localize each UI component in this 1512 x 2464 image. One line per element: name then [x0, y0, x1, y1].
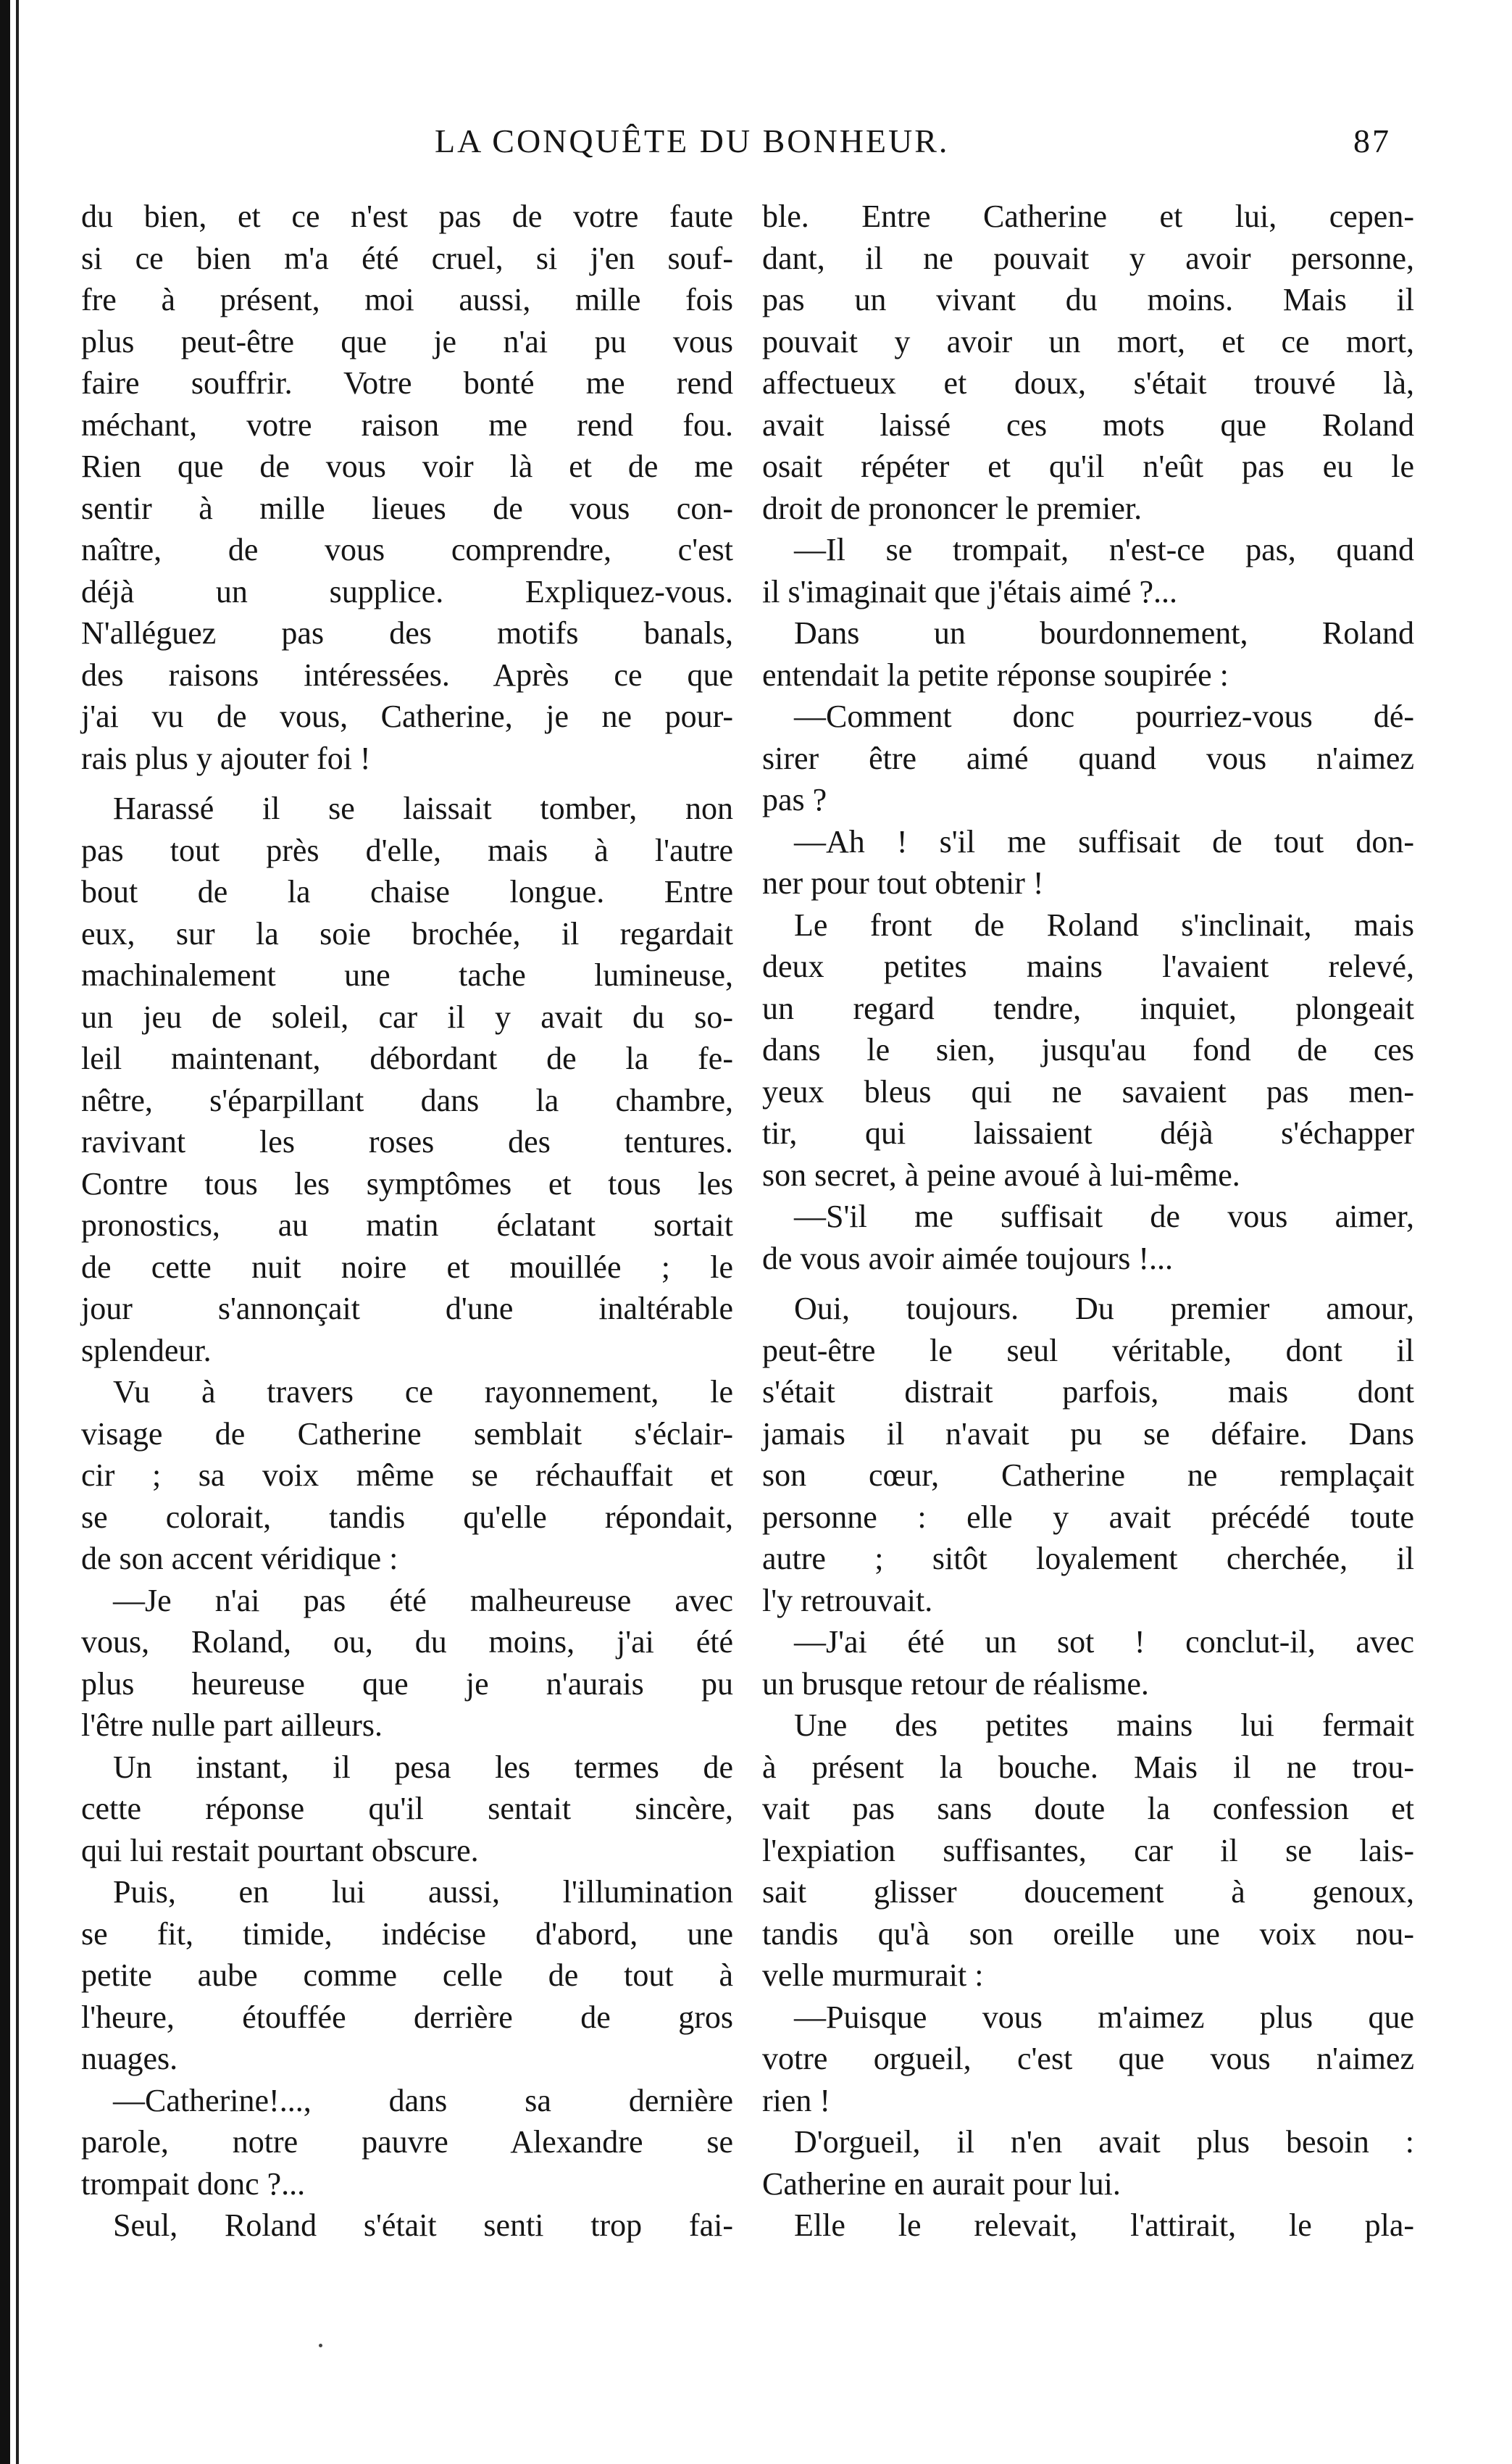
text-line: ravivant les roses des tentures. [81, 1124, 733, 1160]
text-line: faire souffrir. Votre bonté me rend [81, 365, 733, 401]
text-line: parole, notre pauvre Alexandre se [81, 2124, 733, 2160]
text-line: l'y retrouvait. [762, 1582, 933, 1618]
page-number: 87 [1353, 122, 1391, 159]
text-line: s'était distrait parfois, mais dont [762, 1374, 1414, 1410]
text-line: un regard tendre, inquiet, plongeait [762, 990, 1414, 1026]
text-line: sait glisser doucement à genoux, [762, 1874, 1414, 1910]
left-column [81, 196, 733, 2247]
right-column [762, 196, 1414, 2247]
text-line: Elle le relevait, l'attirait, le pla- [794, 2207, 1414, 2243]
text-line: machinalement une tache lumineuse, [81, 957, 733, 993]
text-line: —S'il me suffisait de vous aimer, [794, 1199, 1414, 1234]
text-line: vous, Roland, ou, du moins, j'ai été [81, 1624, 733, 1660]
text-line: un jeu de soleil, car il y avait du so- [81, 999, 733, 1035]
text-line: cette réponse qu'il sentait sincère, [81, 1791, 733, 1826]
text-line: naître, de vous comprendre, c'est [81, 532, 733, 567]
text-line: tir, qui laissaient déjà s'échapper [762, 1115, 1414, 1151]
text-line: personne : elle y avait précédé toute [762, 1499, 1414, 1535]
text-line: droit de prononcer le premier. [762, 490, 1143, 526]
text-line: nêtre, s'éparpillant dans la chambre, [81, 1082, 733, 1118]
text-line: vait pas sans doute la confession et [762, 1791, 1414, 1826]
page-edge-line [16, 0, 19, 2464]
text-line: l'être nulle part ailleurs. [81, 1707, 383, 1743]
text-line: Harassé il se laissait tomber, non [113, 791, 733, 826]
text-line: plus heureuse que je n'aurais pu [81, 1665, 733, 1702]
text-line: dant, il ne pouvait y avoir personne, [762, 240, 1414, 276]
text-line: jamais il n'avait pu se défaire. Dans [762, 1415, 1414, 1452]
text-line: ble. Entre Catherine et lui, cepen- [762, 199, 1414, 234]
text-line: pouvait y avoir un mort, et ce mort, [762, 323, 1414, 359]
text-line: affectueux et doux, s'était trouvé là, [762, 365, 1414, 401]
text-line: sentir à mille lieues de vous con- [81, 490, 733, 526]
text-line: se colorait, tandis qu'elle répondait, [81, 1499, 733, 1535]
text-line: Vu à travers ce rayonnement, le [113, 1374, 733, 1410]
text-line: son secret, à peine avoué à lui-même. [762, 1157, 1240, 1193]
text-line: Le front de Roland s'inclinait, mais [794, 907, 1414, 943]
text-line: nuages. [81, 2041, 178, 2076]
text-line: votre orgueil, c'est que vous n'aimez [762, 2041, 1414, 2076]
text-line: déjà un supplice. Expliquez-vous. [81, 573, 733, 609]
text-line: Contre tous les symptômes et tous les [81, 1165, 733, 1202]
text-line: —J'ai été un sot ! conclut-il, avec [794, 1624, 1414, 1660]
text-line: Puis, en lui aussi, l'illumination [113, 1874, 733, 1910]
text-line: de cette nuit noire et mouillée ; le [81, 1249, 733, 1285]
text-line: plus peut-être que je n'ai pu vous [81, 323, 733, 359]
text-line: Une des petites mains lui fermait [794, 1707, 1414, 1743]
text-line: yeux bleus qui ne savaient pas men- [762, 1073, 1414, 1110]
text-line: entendait la petite réponse soupirée : [762, 657, 1229, 693]
text-line: cir ; sa voix même se réchauffait et [81, 1457, 733, 1493]
text-line: qui lui restait pourtant obscure. [81, 1832, 479, 1868]
ink-speck [319, 2344, 322, 2347]
text-line: si ce bien m'a été cruel, si j'en souf- [81, 240, 733, 276]
text-line: de vous avoir aimée toujours !... [762, 1240, 1173, 1276]
text-line: avait laissé ces mots que Roland [762, 407, 1414, 443]
text-line: l'expiation suffisantes, car il se lais- [762, 1832, 1414, 1868]
text-line: —Comment donc pourriez-vous dé- [794, 699, 1414, 734]
text-line: velle murmurait : [762, 1957, 984, 1993]
text-line: des raisons intéressées. Après ce que [81, 657, 733, 693]
text-line: il s'imaginait que j'étais aimé ?... [762, 573, 1178, 609]
page-edge-shadow [0, 0, 10, 2464]
text-line: pas un vivant du moins. Mais il [762, 282, 1414, 317]
text-line: —Puisque vous m'aimez plus que [794, 1999, 1414, 2035]
text-line: se fit, timide, indécise d'abord, une [81, 1915, 733, 1952]
text-line: eux, sur la soie brochée, il regardait [81, 915, 733, 952]
text-line: —Il se trompait, n'est-ce pas, quand [794, 532, 1414, 567]
text-line: dans le sien, jusqu'au fond de ces [762, 1032, 1414, 1067]
text-line: de son accent véridique : [81, 1541, 398, 1576]
text-line: rais plus y ajouter foi ! [81, 740, 371, 776]
text-line: Rien que de vous voir là et de me [81, 449, 733, 484]
text-line: fre à présent, moi aussi, mille fois [81, 282, 733, 317]
text-line: trompait donc ?... [81, 2165, 306, 2202]
text-line: deux petites mains l'avaient relevé, [762, 949, 1414, 984]
text-line: jour s'annonçait d'une inaltérable [81, 1291, 733, 1326]
text-line: du bien, et ce n'est pas de votre faute [81, 199, 733, 234]
text-line: Catherine en aurait pour lui. [762, 2165, 1121, 2202]
text-line: un brusque retour de réalisme. [762, 1665, 1149, 1702]
text-line: ner pour tout obtenir ! [762, 865, 1044, 901]
text-line: N'alléguez pas des motifs banals, [81, 615, 733, 651]
text-line: Dans un bourdonnement, Roland [794, 615, 1414, 651]
text-line: pas ? [762, 782, 827, 817]
text-line: pas tout près d'elle, mais à l'autre [81, 832, 733, 868]
text-line: pronostics, au matin éclatant sortait [81, 1207, 733, 1243]
text-line: bout de la chaise longue. Entre [81, 874, 733, 910]
text-line: l'heure, étouffée derrière de gros [81, 1999, 733, 2035]
text-line: Un instant, il pesa les termes de [113, 1749, 733, 1785]
text-line: sirer être aimé quand vous n'aimez [762, 740, 1414, 776]
text-line: Oui, toujours. Du premier amour, [794, 1291, 1414, 1326]
text-line: autre ; sitôt loyalement cherchée, il [762, 1541, 1414, 1576]
text-line: splendeur. [81, 1332, 212, 1368]
text-line: son cœur, Catherine ne remplaçait [762, 1457, 1414, 1493]
text-line: petite aube comme celle de tout à [81, 1957, 733, 1993]
text-line: méchant, votre raison me rend fou. [81, 407, 733, 443]
text-line: D'orgueil, il n'en avait plus besoin : [794, 2124, 1414, 2160]
text-line: Seul, Roland s'était senti trop fai- [113, 2207, 733, 2243]
text-line: —Ah ! s'il me suffisait de tout don- [794, 823, 1414, 860]
text-line: peut-être le seul véritable, dont il [762, 1332, 1414, 1368]
text-line: leil maintenant, débordant de la fe- [81, 1041, 733, 1076]
text-line: tandis qu'à son oreille une voix nou- [762, 1915, 1414, 1952]
text-line: osait répéter et qu'il n'eût pas eu le [762, 449, 1414, 484]
text-line: rien ! [762, 2082, 831, 2118]
text-line: à présent la bouche. Mais il ne trou- [762, 1749, 1414, 1785]
text-line: visage de Catherine semblait s'éclair- [81, 1415, 733, 1452]
text-line: j'ai vu de vous, Catherine, je ne pour- [81, 699, 733, 734]
text-line: —Catherine!..., dans sa dernière [113, 2082, 733, 2118]
running-title: LA CONQUÊTE DU BONHEUR. [435, 122, 950, 159]
text-line: —Je n'ai pas été malheureuse avec [113, 1582, 733, 1618]
